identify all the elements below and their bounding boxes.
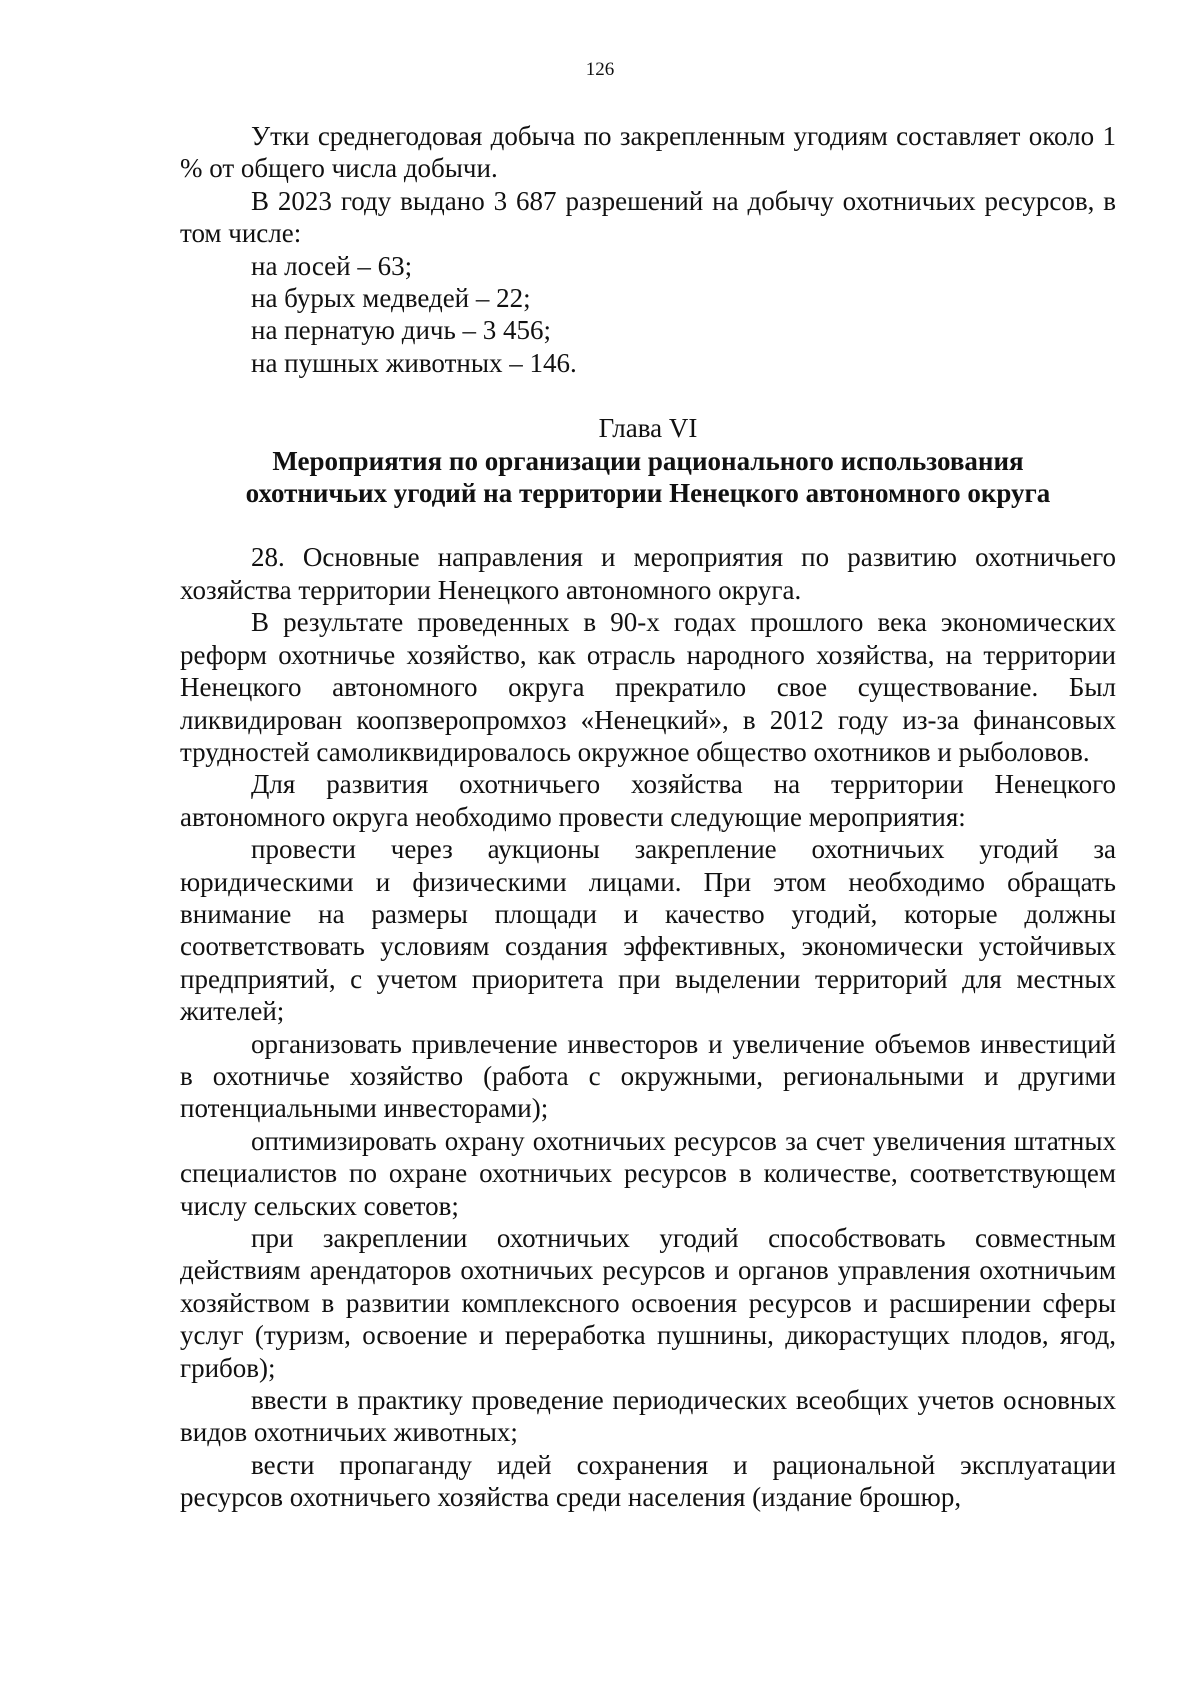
paragraph-measure-propaganda: вести пропаганду идей сохранения и рациональной эксплуатации ресурсов охотничьего хозяйства среди населения (издание брошюр,: [180, 1449, 1116, 1513]
paragraph-measures-intro: Для развития охотничьего хозяйства на территории Ненецкого автономного округа необходимо провести следующие мероприятия:: [180, 769, 1116, 832]
chapter-label: Глава VI: [598, 413, 698, 444]
chapter-title-line-1: Мероприятия по организации рационального использования: [272, 445, 1024, 476]
chapter-heading: [180, 412, 1116, 509]
paragraph-permits-2023: В 2023 году выдано 3 687 разрешений на добычу охотничьих ресурсов, в том числе:: [180, 185, 1116, 249]
paragraph-section-28: 28. Основные направления и мероприятия по развитию охотничьего хозяйства территории Ненецкого автономного округа.: [180, 542, 1116, 605]
paragraph-measure-protection: оптимизировать охрану охотничьих ресурсов за счет увеличения штатных специалистов по охране охотничьих ресурсов в количестве, соответствующем числу сельских советов;: [180, 1125, 1116, 1221]
list-item-feathered-game: на пернатую дичь – 3 456;: [251, 315, 552, 346]
paragraph-reforms-history: В результате проведенных в 90-х годах прошлого века экономических реформ охотничье хозяйство, как отрасль народного хозяйства, на территории Ненецкого автономного округа прекратило свое существование. Был ликвидирован коопзверопромхоз «Ненецкий», в 2012 году из-за финансовых трудностей самоликвидировалось окружное общество охотников и рыболовов.: [180, 607, 1116, 767]
paragraph-measure-census: ввести в практику проведение периодических всеобщих учетов основных видов охотничьих животных;: [180, 1385, 1116, 1448]
paragraph-measure-cooperation: при закреплении охотничьих угодий способствовать совместным действиям арендаторов охотничьих ресурсов и органов управления охотничьим хозяйством в развитии комплексного освоения ресурсов и расширении сферы услуг (туризм, освоение и переработка пушнины, дикорастущих плодов, ягод, грибов);: [180, 1223, 1116, 1383]
chapter-title-line-2: охотничьих угодий на территории Ненецкого автономного округа: [245, 478, 1051, 509]
list-item-brown-bears: на бурых медведей – 22;: [251, 283, 531, 314]
list-item-moose: на лосей – 63;: [251, 250, 413, 281]
document-body: [180, 120, 1116, 1514]
list-item-fur-animals: на пушных животных – 146.: [251, 347, 577, 378]
page-number: 126: [585, 59, 615, 80]
paragraph-ducks-harvest: Утки среднегодовая добыча по закрепленным угодиям составляет около 1 % от общего числа добычи.: [180, 121, 1116, 184]
paragraph-measure-auctions: провести через аукционы закрепление охотничьих угодий за юридическими и физическими лицами. При этом необходимо обращать внимание на размеры площади и качество угодий, которые должны соответствовать условиям создания эффективных, экономически устойчивых предприятий, с учетом приоритета при выделении территорий для местных жителей;: [180, 834, 1116, 1027]
paragraph-measure-investors: организовать привлечение инвесторов и увеличение объемов инвестиций в охотничье хозяйство (работа с окружными, региональными и другими потенциальными инвесторами);: [180, 1028, 1116, 1124]
